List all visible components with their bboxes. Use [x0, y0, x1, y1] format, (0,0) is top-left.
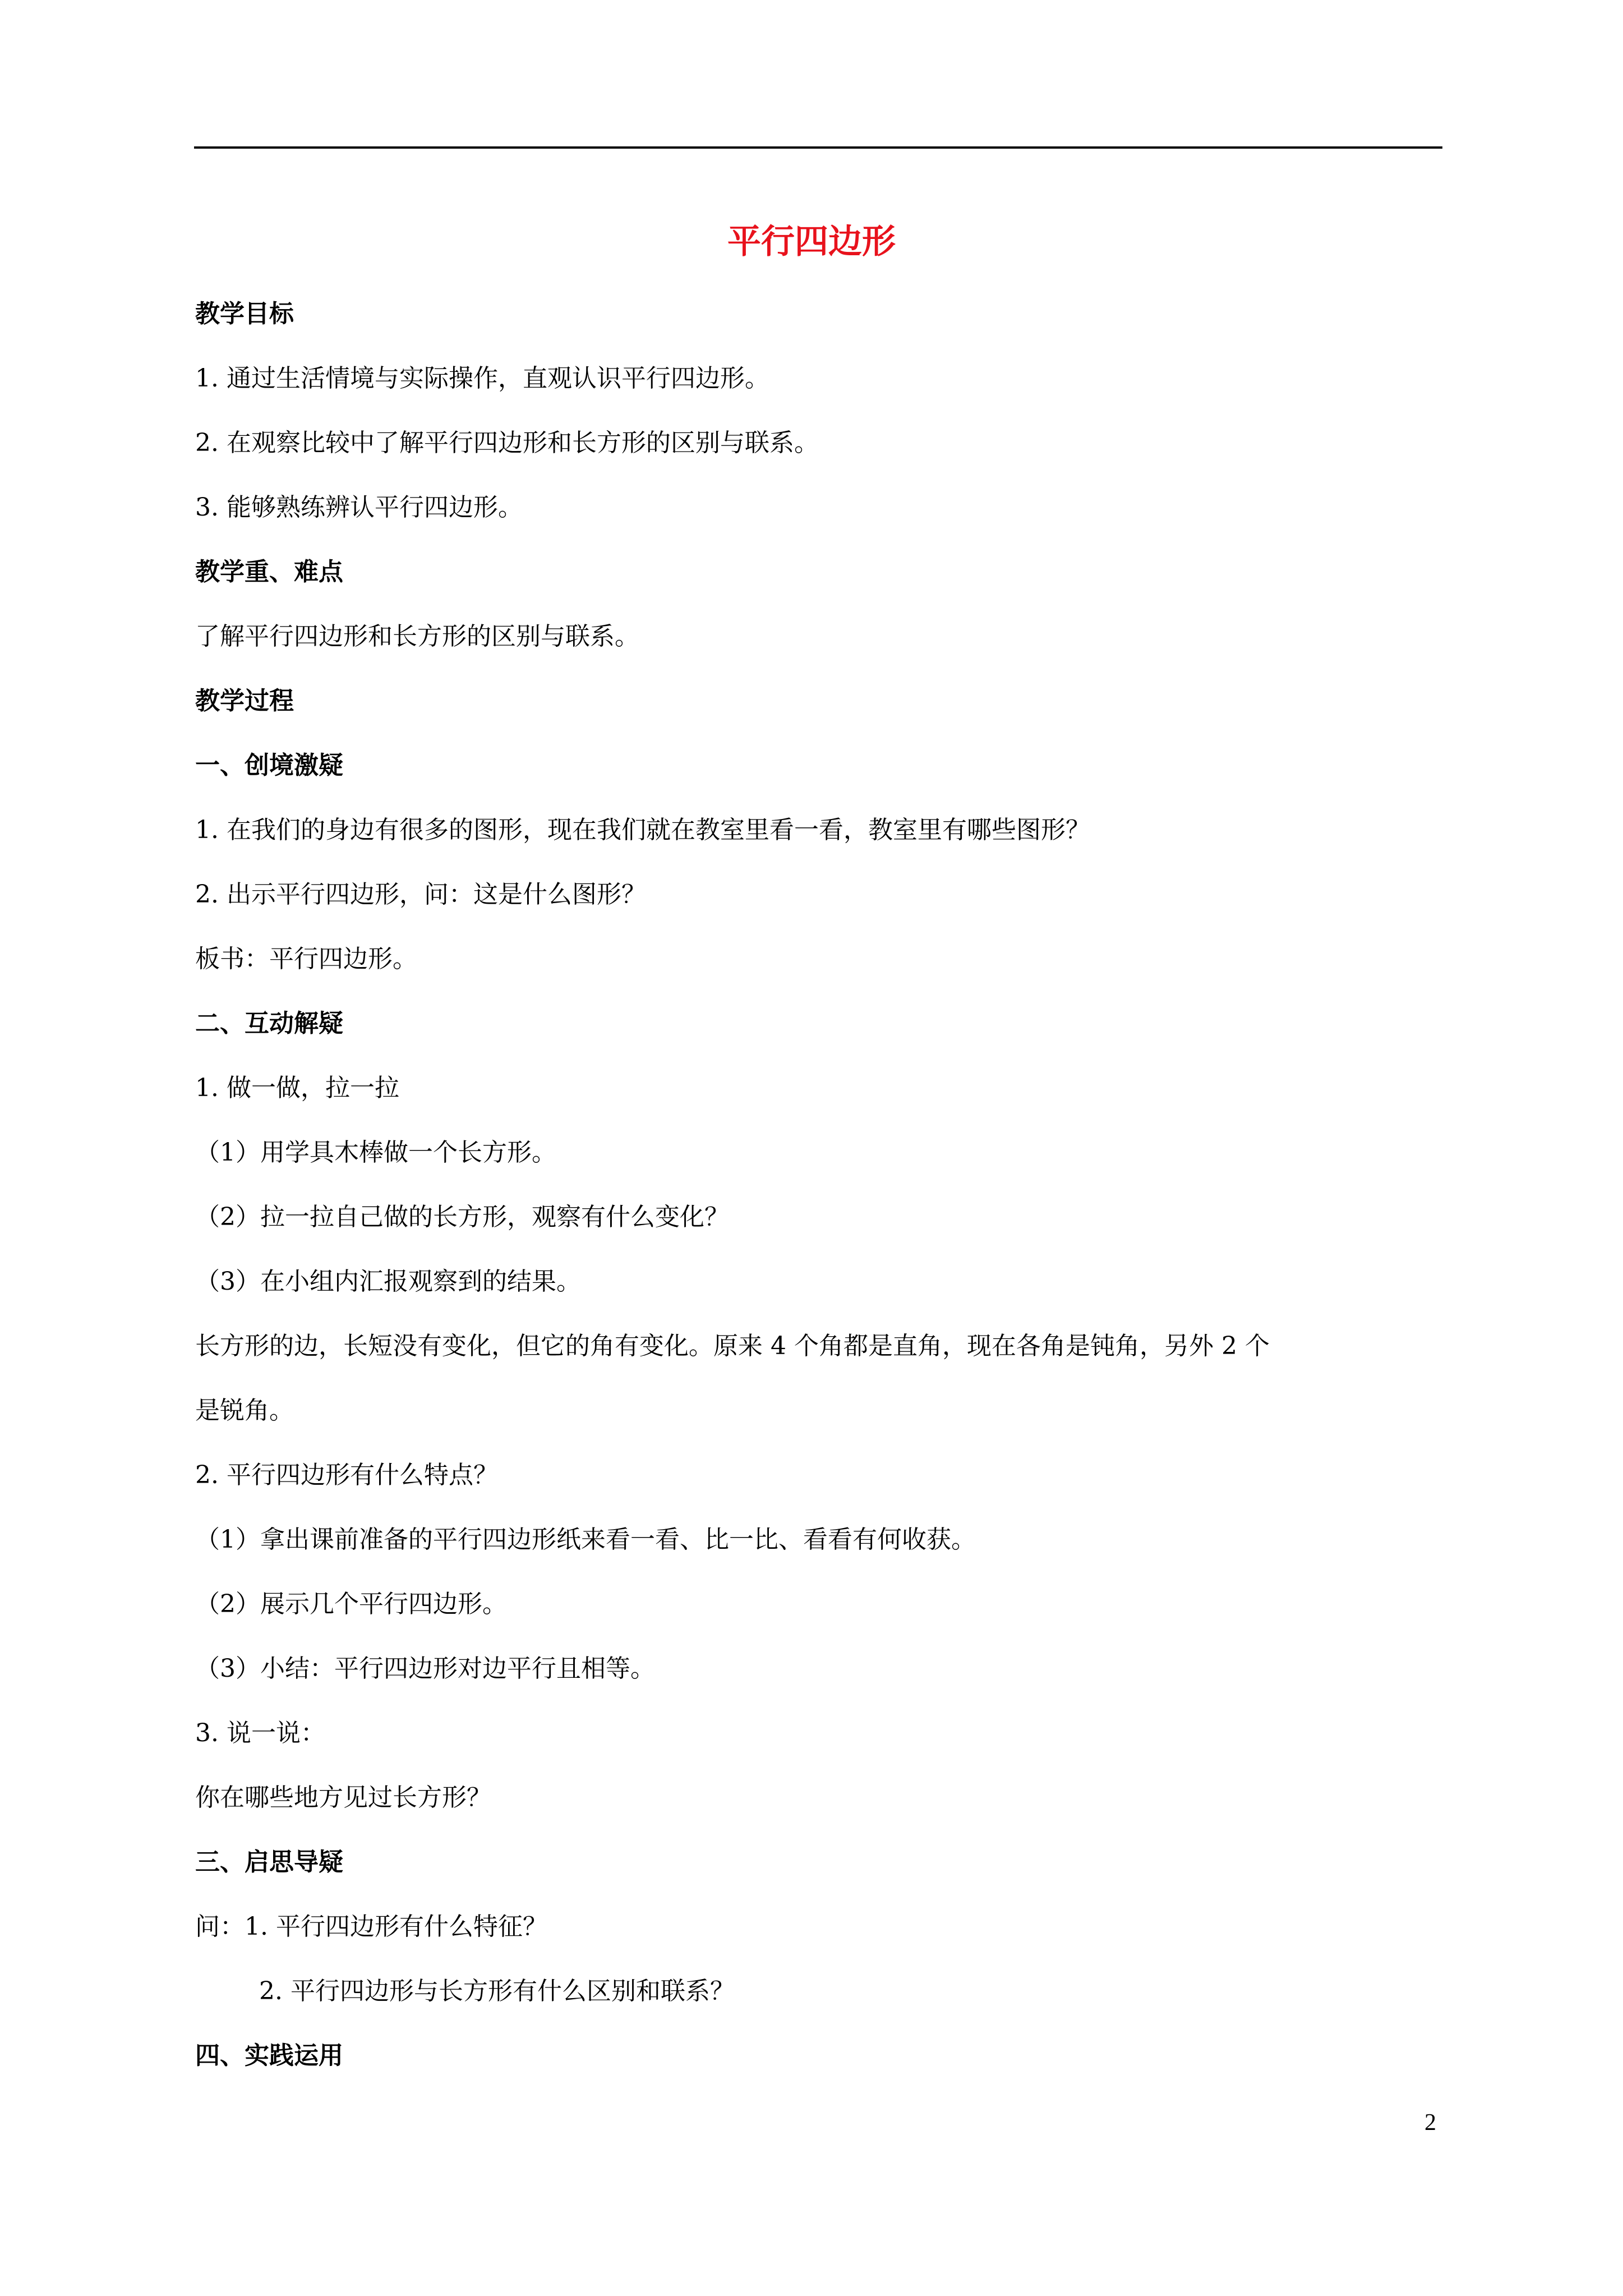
section-2-item-1c: （3）在小组内汇报观察到的结果。 — [195, 1267, 581, 1296]
page-title: 平行四边形 — [727, 222, 896, 261]
section-2-item-1: 1. 做一做，拉一拉 — [195, 1074, 399, 1102]
section-3-question-1: 问：1. 平行四边形有什么特征？ — [195, 1912, 547, 1941]
goal-item-3: 3. 能够熟练辨认平行四边形。 — [195, 493, 523, 522]
section-2-item-2a: （1）拿出课前准备的平行四边形纸来看一看、比一比、看看有何收获。 — [195, 1525, 976, 1554]
header-rule — [194, 146, 1442, 149]
section-1-item-1: 1. 在我们的身边有很多的图形，现在我们就在教室里看一看，教室里有哪些图形？ — [195, 816, 1090, 844]
heading-teaching-goals: 教学目标 — [195, 300, 294, 328]
page-number: 2 — [1424, 2110, 1436, 2136]
key-point-text: 了解平行四边形和长方形的区别与联系。 — [195, 622, 639, 651]
heading-section-2: 二、互动解疑 — [195, 1009, 343, 1038]
section-2-item-3a: 你在哪些地方见过长方形？ — [195, 1783, 491, 1812]
section-2-item-1b: （2）拉一拉自己做的长方形，观察有什么变化？ — [195, 1203, 729, 1231]
section-3-question-2: 2. 平行四边形与长方形有什么区别和联系？ — [259, 1977, 735, 2005]
section-2-item-1a: （1）用学具木棒做一个长方形。 — [195, 1138, 556, 1167]
heading-key-points: 教学重、难点 — [195, 558, 343, 586]
heading-teaching-process: 教学过程 — [195, 687, 294, 715]
heading-section-4: 四、实践运用 — [195, 2041, 343, 2070]
section-2-paragraph-line-1: 长方形的边，长短没有变化，但它的角有变化。原来 4 个角都是直角，现在各角是钝角，另外 2 个 — [195, 1332, 1270, 1360]
section-2-item-3: 3. 说一说： — [195, 1719, 325, 1747]
goal-item-2: 2. 在观察比较中了解平行四边形和长方形的区别与联系。 — [195, 429, 819, 457]
goal-item-1: 1. 通过生活情境与实际操作，直观认识平行四边形。 — [195, 364, 769, 393]
section-1-blackboard: 板书：平行四边形。 — [195, 945, 417, 973]
heading-section-1: 一、创境激疑 — [195, 751, 343, 780]
section-1-item-2: 2. 出示平行四边形，问：这是什么图形？ — [195, 880, 646, 909]
section-2-item-2: 2. 平行四边形有什么特点？ — [195, 1461, 498, 1489]
heading-section-3: 三、启思导疑 — [195, 1848, 343, 1876]
section-2-item-2b: （2）展示几个平行四边形。 — [195, 1590, 507, 1618]
section-2-item-2c: （3）小结：平行四边形对边平行且相等。 — [195, 1654, 655, 1683]
section-2-paragraph-line-2: 是锐角。 — [195, 1396, 294, 1425]
